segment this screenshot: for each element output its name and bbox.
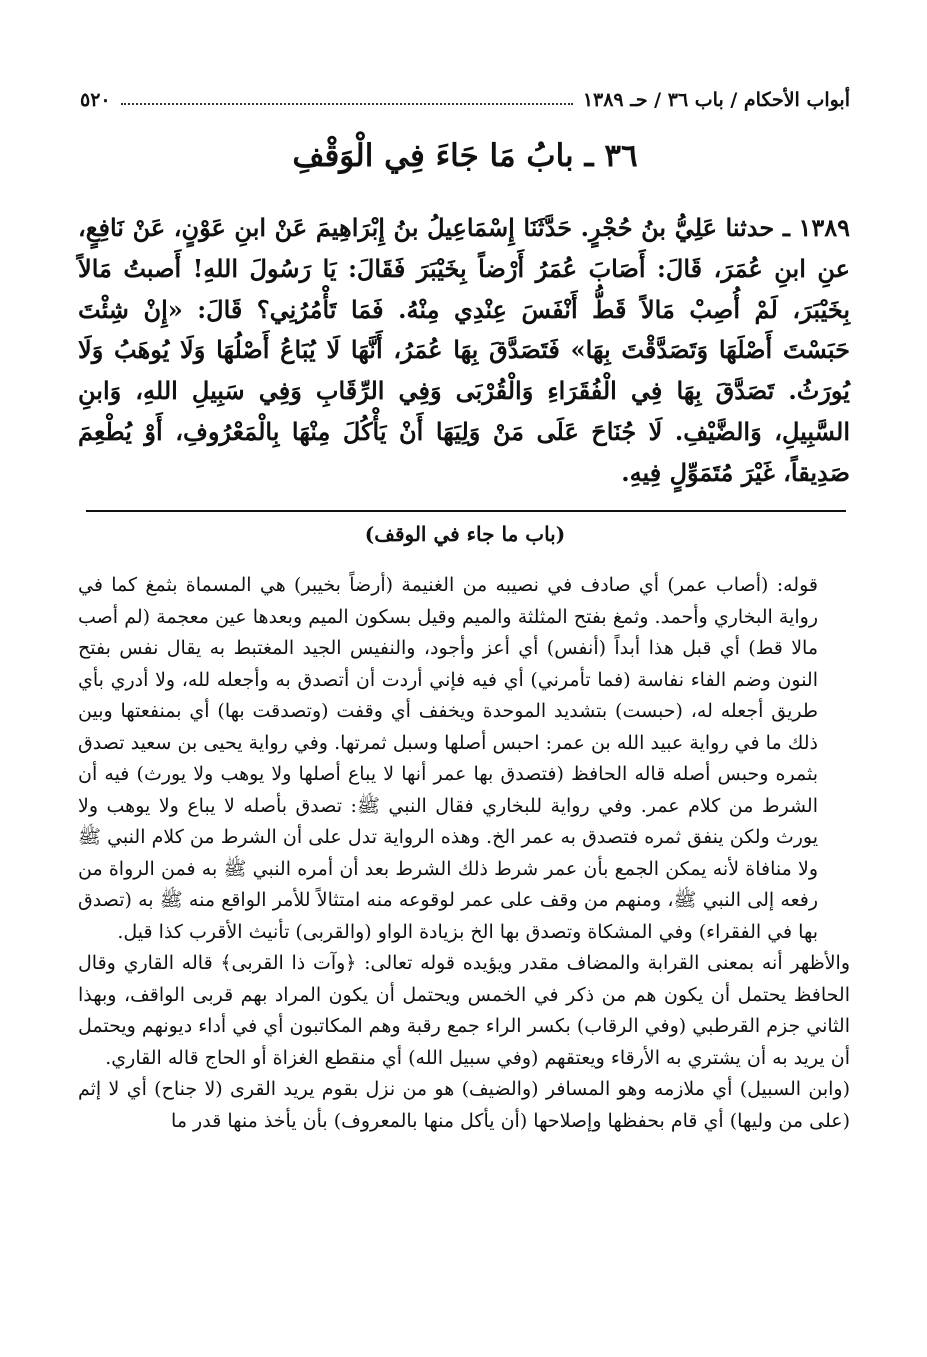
commentary-paragraph: قوله: (أصاب عمر) أي صادف في نصيبه من الغنيمة (أرضاً بخيبر) هي المسماة بثمغ كما في رواية البخاري وأحمد. وثمغ بفتح المثلثة والميم وقيل بسكون الميم وبعدها عين معجمة (لم أصب مالا قط) أي قبل هذا أبداً (أنفس) أي أعز وأجود، والنفيس الجيد المغتبط به يقال نفس بفتح النون وضم الفاء نفاسة (فما تأمرني) أي فيه فإني أردت أن أتصدق به وأجعله لله، ولا أدري بأي طريق أجعله له، (حبست) بتشديد الموحدة ويخفف أي وقفت (وتصدقت بها) أي بمنفعتها وبين ذلك ما في رواية عبيد الله بن عمر: احبس أصلها وسبل ثمرتها. وفي رواية يحيى بن سعيد تصدق بثمره وحبس أصله قاله الحافظ (فتصدق بها عمر أنها لا يباع أصلها ولا يوهب ولا يورث) فيه أن الشرط من كلام عمر. وفي رواية للبخاري فقال النبي ﷺ: تصدق بأصله لا يباع ولا يوهب ولا يورث ولكن ينفق ثمره فتصدق به عمر الخ. وهذه الرواية تدل على أن الشرط من كلام النبي ﷺ ولا منافاة لأنه يمكن الجمع بأن عمر شرط ذلك الشرط بعد أن أمره النبي ﷺ به فمن الرواة من رفعه إلى النبي ﷺ، ومنهم من وقف على عمر لوقوعه منه امتثالاً للأمر الواقع منه ﷺ به (تصدق بها في الفقراء) وفي المشكاة وتصدق بها الخ بزيادة الواو (والقربى) تأنيث الأقرب كذا قيل. bbox=[78, 574, 819, 943]
commentary-body bbox=[78, 570, 850, 1137]
page-number: ٥٢٠ bbox=[80, 89, 111, 111]
section-divider bbox=[86, 510, 846, 512]
running-header bbox=[80, 86, 850, 114]
chapter-title: ٣٦ ـ بابُ مَا جَاءَ فِي الْوَقْفِ bbox=[292, 138, 638, 174]
running-title: أبواب الأحكام / باب ٣٦ / حـ ١٣٨٩ bbox=[582, 89, 850, 111]
commentary-title: (باب ما جاء في الوقف) bbox=[364, 522, 566, 546]
header-dotted-leader bbox=[121, 103, 573, 105]
hadith-text: ١٣٨٩ ـ حدثنا عَلِيُّ بنُ حُجْرٍ. حَدَّثَنَا إِسْمَاعِيلُ بنُ إِبْرَاهِيمَ عَنْ ابنِ عَوْنٍ، عَنْ نَافِعٍ، عنِ ابنِ عُمَرَ، قَالَ: أَصَابَ عُمَرُ أَرْضاً بِخَيْبَرَ فَقَالَ: يَا رَسُولَ اللهِ! أَصبتُ مَالاً بِخَيْبَرَ، لَمْ أُصِبْ مَالاً قَطُّ أَنْفَسَ عِنْدِي مِنْهُ. فَمَا تَأْمُرُنِي؟ قَالَ: «إِنْ شِئْتَ حَبَسْتَ أَصْلَهَا وَتَصَدَّقْتَ بِهَا» فَتَصَدَّقَ بِهَا عُمَرُ، أَنَّهَا لَا يُبَاعُ أَصْلُهَا وَلَا يُوهَبُ وَلَا يُورَثُ. تَصَدَّقَ بِهَا فِي الْفُقَرَاءِ وَالْقُرْبَى وَفِي الرِّقَابِ وَفِي سَبِيلِ اللهِ، وَابنِ السَّبِيلِ، وَالضَّيْفِ. لَا جُنَاحَ عَلَى مَنْ وَلِيَهَا أَنْ يَأْكُلَ مِنْهَا بِالْمَعْرُوفِ، أَوْ يُطْعِمَ صَدِيقاً، غَيْرَ مُتَمَوِّلٍ فِيهِ. bbox=[78, 213, 850, 487]
commentary-paragraph: والأظهر أنه بمعنى القرابة والمضاف مقدر ويؤيده قوله تعالى: ﴿وآت ذا القربى﴾ قاله القاري وقال الحافظ يحتمل أن يكون هم من ذكر في الخمس ويحتمل أن يكون المراد بهم قربى الواقف، وبهذا الثاني جزم القرطبي (وفي الرقاب) بكسر الراء جمع رقبة وهم المكاتبون أي في أداء ديونهم ويحتمل أن يريد به أن يشتري به الأرقاء ويعتقهم (وفي سبيل الله) أي منقطع الغزاة أو الحاج قاله القاري. bbox=[78, 952, 850, 1069]
commentary-paragraph: (وابن السبيل) أي ملازمه وهو المسافر (والضيف) هو من نزل بقوم يريد القرى (لا جناح) أي لا إثم (على من وليها) أي قام بحفظها وإصلاحها (أن يأكل منها بالمعروف) بأن يأخذ منها قدر ما bbox=[78, 1078, 850, 1132]
hadith-text-block bbox=[78, 208, 850, 494]
